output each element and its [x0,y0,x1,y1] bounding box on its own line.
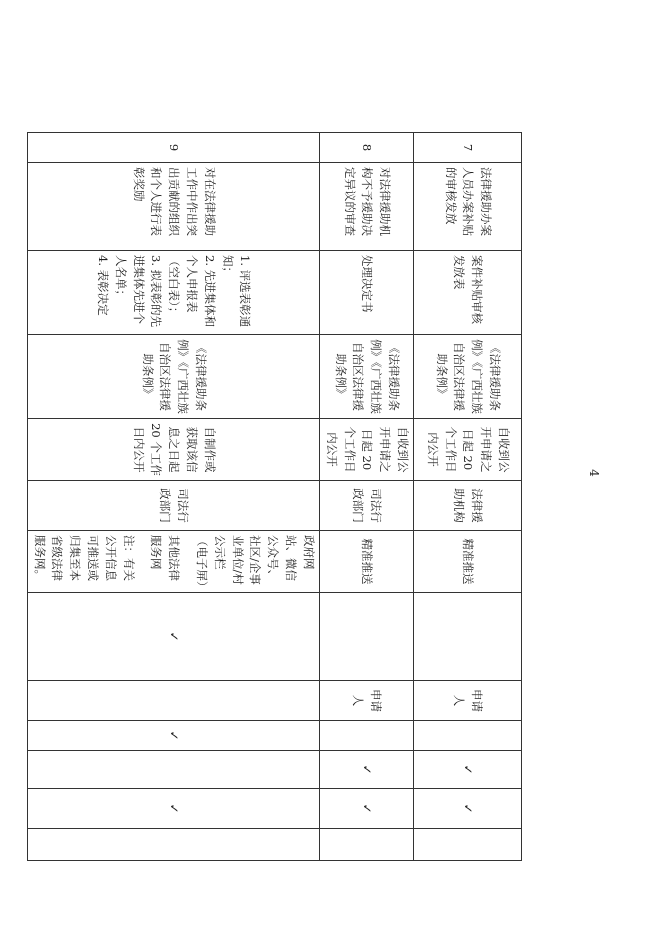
rotated-table-inner [32,132,522,860]
row-number: 9 [27,133,319,163]
item-name: 法律援助办案人员办案补贴的审核发放 [414,163,522,251]
disclosure-subject: 法律援助机构 [414,481,522,531]
legal-basis: 《法律援助条例》《广西壮族自治区法律援助条例》 [319,335,413,419]
township-level-mark [414,829,522,861]
disclosure-content: 案件补贴审核发放表 [414,251,522,335]
legal-basis: 《法律援助条例》《广西壮族自治区法律援助条例》 [414,335,522,419]
active-mark: ✓ [27,721,319,751]
disclosure-channel [27,531,319,593]
on-request-mark: ✓ [414,751,522,789]
county-level-mark: ✓ [414,789,522,829]
legal-basis: 《法律援助条例》《广西壮族自治区法律援助条例》 [27,335,319,419]
scope-specific: 申请人 [414,681,522,721]
channel-line: 其他法律服务网 [149,535,182,581]
scope-all-mark [414,593,522,681]
township-level-mark [27,829,319,861]
scope-all-mark: ✓ [27,593,319,681]
on-request-mark [27,751,319,789]
content-line: 2. 先进集体和个人申报表（空白表）； [167,255,217,328]
active-mark [319,721,413,751]
disclosure-channel: 精准推送 [414,531,522,593]
active-mark [414,721,522,751]
table-row [414,133,522,861]
item-name: 对在法律援助工作中作出突出贡献的组织和个人进行表彰奖励 [27,163,319,251]
disclosure-content [27,251,319,335]
disclosure-subject: 司法行政部门 [319,481,413,531]
scope-specific [27,681,319,721]
scope-all-mark [319,593,413,681]
row-number: 7 [414,133,522,163]
rotated-table-region [32,132,664,814]
county-level-mark: ✓ [319,789,413,829]
channel-note: 注：有关公开信息可推送或归集至本省级法律服务网。 [32,535,136,581]
on-request-mark: ✓ [319,751,413,789]
content-line: 3. 拟表彰的先进集体先进个人名单； [113,255,164,328]
township-level-mark [319,829,413,861]
table-row [27,133,319,861]
item-name: 对法律援助机构不予援助决定异议的审查 [319,163,413,251]
disclosure-time: 自制作或获取该信息之日起 20 个工作日内公开 [27,419,319,481]
scope-specific: 申请人 [319,681,413,721]
county-level-mark: ✓ [27,789,319,829]
disclosure-table [27,132,522,861]
content-line: 4. 表彰决定 [96,255,110,316]
row-number: 8 [319,133,413,163]
disclosure-time: 自收到公开申请之日起 20 个工作日内公开 [414,419,522,481]
disclosure-time: 自收到公开申请之日起 20 个工作日内公开 [319,419,413,481]
page-number: 4 [586,469,601,477]
table-row [319,133,413,861]
content-line: 1. 评选表彰通知； [220,255,253,328]
disclosure-subject: 司法行政部门 [27,481,319,531]
disclosure-channel: 精准推送 [319,531,413,593]
channel-line: 政府网站、微信公众号、社区/企事业单位/村公示栏（电子屏） [195,535,316,593]
disclosure-content: 处理决定书 [319,251,413,335]
